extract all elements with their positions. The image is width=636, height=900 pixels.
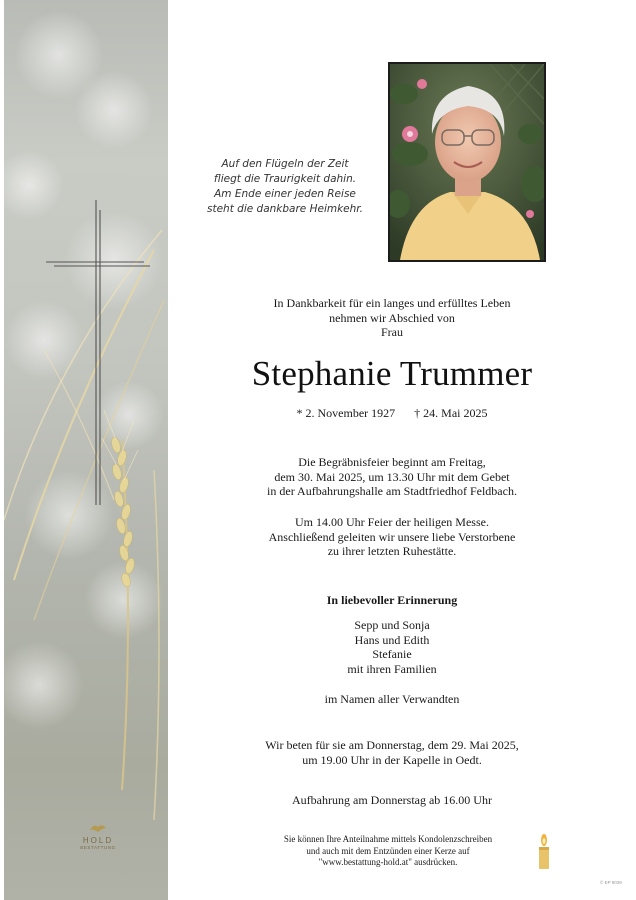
dove-icon bbox=[89, 822, 107, 834]
prayer-details bbox=[200, 738, 584, 767]
logo-subtitle: BESTATTUNG bbox=[80, 845, 116, 850]
intro-line: In Dankbarkeit für ein langes und erfülltes Leben bbox=[273, 296, 511, 310]
family-line: mit ihren Familien bbox=[347, 661, 437, 676]
family-line: Stefanie bbox=[372, 647, 412, 661]
death-date: † 24. Mai 2025 bbox=[414, 406, 488, 420]
logo-name: HOLD bbox=[82, 836, 114, 845]
family-list bbox=[200, 618, 584, 676]
portrait-photo bbox=[388, 62, 546, 262]
candle-icon bbox=[536, 834, 552, 870]
funeral-home-logo bbox=[72, 822, 124, 851]
portrait-illustration bbox=[390, 64, 544, 260]
condolence-footer bbox=[254, 834, 522, 869]
poem-line: fliegt die Traurigkeit dahin. bbox=[213, 173, 357, 185]
birth-date: * 2. November 1927 bbox=[296, 406, 396, 420]
family-line: Hans und Edith bbox=[354, 632, 430, 647]
relatives-text: im Namen aller Verwandten bbox=[324, 692, 460, 706]
footer-line: "www.bestattung-hold.at" ausdrücken. bbox=[318, 857, 458, 867]
viewing-text: Aufbahrung am Donnerstag ab 16.00 Uhr bbox=[292, 793, 492, 807]
mass-details bbox=[200, 515, 584, 559]
prayer-line: um 19.00 Uhr in der Kapelle in Oedt. bbox=[302, 752, 482, 767]
mass-line: zu ihrer letzten Ruhestätte. bbox=[327, 544, 457, 558]
poem-line: steht die dankbare Heimkehr. bbox=[207, 203, 363, 215]
relatives-note bbox=[200, 692, 584, 707]
poem-line: Auf den Flügeln der Zeit bbox=[221, 158, 349, 170]
life-dates bbox=[200, 406, 584, 420]
intro-line: Frau bbox=[381, 325, 403, 339]
family-line: Sepp und Sonja bbox=[354, 618, 430, 632]
poem bbox=[196, 157, 374, 217]
intro-text bbox=[200, 296, 584, 340]
funeral-line: in der Aufbahrungshalle am Stadtfriedhof Feldbach. bbox=[267, 484, 517, 498]
footer-line: Sie können Ihre Anteilnahme mittels Kondolenzschreiben bbox=[283, 834, 493, 844]
memory-heading-text: In liebevoller Erinnerung bbox=[326, 593, 458, 607]
poem-line: Am Ende einer jeden Reise bbox=[214, 188, 356, 200]
intro-line: nehmen wir Abschied von bbox=[329, 310, 455, 325]
wheat-and-cross-illustration bbox=[4, 0, 168, 900]
prayer-line: Wir beten für sie am Donnerstag, dem 29. Mai 2025, bbox=[265, 738, 519, 752]
footer-line: und auch mit dem Entzünden einer Kerze auf bbox=[306, 845, 470, 856]
document-reference: © EP 9039 bbox=[600, 880, 622, 885]
deceased-name: Stephanie Trummer bbox=[251, 354, 533, 393]
funeral-line: dem 30. Mai 2025, um 13.30 Uhr mit dem Gebet bbox=[274, 469, 510, 484]
funeral-details bbox=[200, 455, 584, 499]
mass-line: Um 14.00 Uhr Feier der heiligen Messe. bbox=[295, 515, 489, 529]
decorative-side-panel bbox=[4, 0, 168, 900]
funeral-line: Die Begräbnisfeier beginnt am Freitag, bbox=[298, 455, 486, 469]
mass-line: Anschließend geleiten wir unsere liebe Verstorbene bbox=[268, 529, 516, 544]
memory-heading bbox=[200, 593, 584, 608]
viewing-details bbox=[200, 793, 584, 808]
